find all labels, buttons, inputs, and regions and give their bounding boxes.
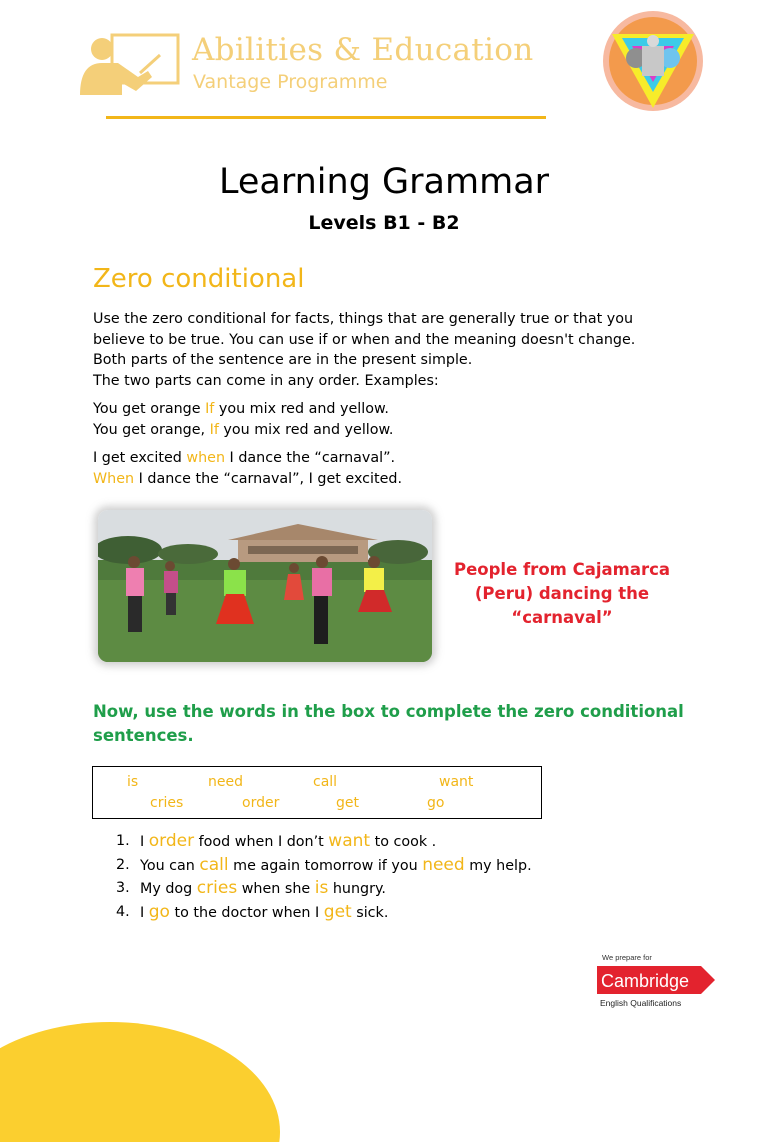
answer-word: cries: [196, 878, 238, 898]
brand-title: Abilities & Education: [192, 32, 534, 68]
exercise-instruction: Now, use the words in the box to complete the zero conditional sentences.: [93, 702, 684, 745]
cambridge-tagline: We prepare for: [602, 953, 652, 962]
answer-word: is: [314, 878, 329, 898]
cambridge-subtitle: English Qualifications: [600, 998, 682, 1008]
example-sentence: You get orange If you mix red and yellow.: [93, 401, 389, 417]
footer-decoration: [0, 962, 280, 1142]
answer-word: get: [323, 901, 352, 922]
answer-word: call: [199, 854, 229, 875]
keyword: If: [209, 421, 219, 438]
keyword: If: [205, 401, 215, 417]
intro-paragraph: [93, 309, 683, 391]
exercise-number: 1.: [116, 833, 130, 849]
exercise-item: 2. You can call me again tomorrow if you need my help.: [108, 854, 668, 878]
exercise-number: 2.: [116, 856, 130, 873]
word-option: need: [208, 774, 243, 790]
exercise-list: [108, 830, 668, 924]
word-option: call: [313, 774, 338, 790]
page-title: Learning Grammar: [218, 162, 550, 202]
intro-line: believe to be true. You can use if or when and the meaning doesn't change.: [93, 331, 636, 348]
example-sentence: I get excited when I dance the “carnaval”.: [93, 450, 396, 466]
word-option: go: [427, 795, 445, 811]
example-group-if: [93, 399, 683, 440]
keyword: When: [93, 470, 135, 487]
answer-word: order: [148, 831, 195, 851]
example-sentence: When I dance the “carnaval”, I get excited.: [93, 470, 403, 487]
word-option: is: [127, 774, 139, 790]
word-option: want: [439, 774, 474, 790]
presenter-board-icon: [78, 33, 182, 97]
exercise-item: 4. I go to the doctor when I get sick.: [108, 901, 668, 925]
exercise-item: 1. I order food when I don’t want to cook .: [108, 830, 668, 854]
intro-line: The two parts can come in any order. Examples:: [93, 372, 439, 389]
dancers-illustration: [98, 510, 432, 662]
example-sentence: You get orange, If you mix red and yellow.: [93, 421, 394, 438]
photo-caption: People from Cajamarca (Peru) dancing the “carnaval”: [453, 560, 671, 627]
dancers-photo: [98, 510, 432, 662]
section-title: Zero conditional: [93, 264, 305, 294]
exercise-number: 3.: [116, 880, 130, 896]
intro-line: Use the zero conditional for facts, things that are generally true or that you: [93, 311, 634, 327]
answer-word: want: [328, 831, 371, 851]
cambridge-logo: [597, 950, 722, 1012]
levels-subtitle: Levels B1 - B2: [308, 212, 460, 234]
keyword: when: [186, 450, 226, 466]
brand-subtitle: Vantage Programme: [193, 71, 388, 93]
example-group-when: [93, 448, 683, 489]
exercise-number: 4.: [116, 903, 130, 920]
word-option: get: [336, 795, 359, 811]
triangle-circle-badge-icon: [598, 10, 708, 112]
header-divider: [106, 116, 546, 119]
word-box: [92, 766, 542, 819]
answer-word: go: [148, 901, 170, 922]
exercise-item: 3. My dog cries when she is hungry.: [108, 877, 668, 901]
cambridge-wordmark: Cambridge: [601, 971, 690, 991]
answer-word: need: [422, 854, 465, 875]
word-option: cries: [150, 795, 184, 811]
word-option: order: [242, 795, 280, 811]
intro-line: Both parts of the sentence are in the present simple.: [93, 352, 473, 368]
